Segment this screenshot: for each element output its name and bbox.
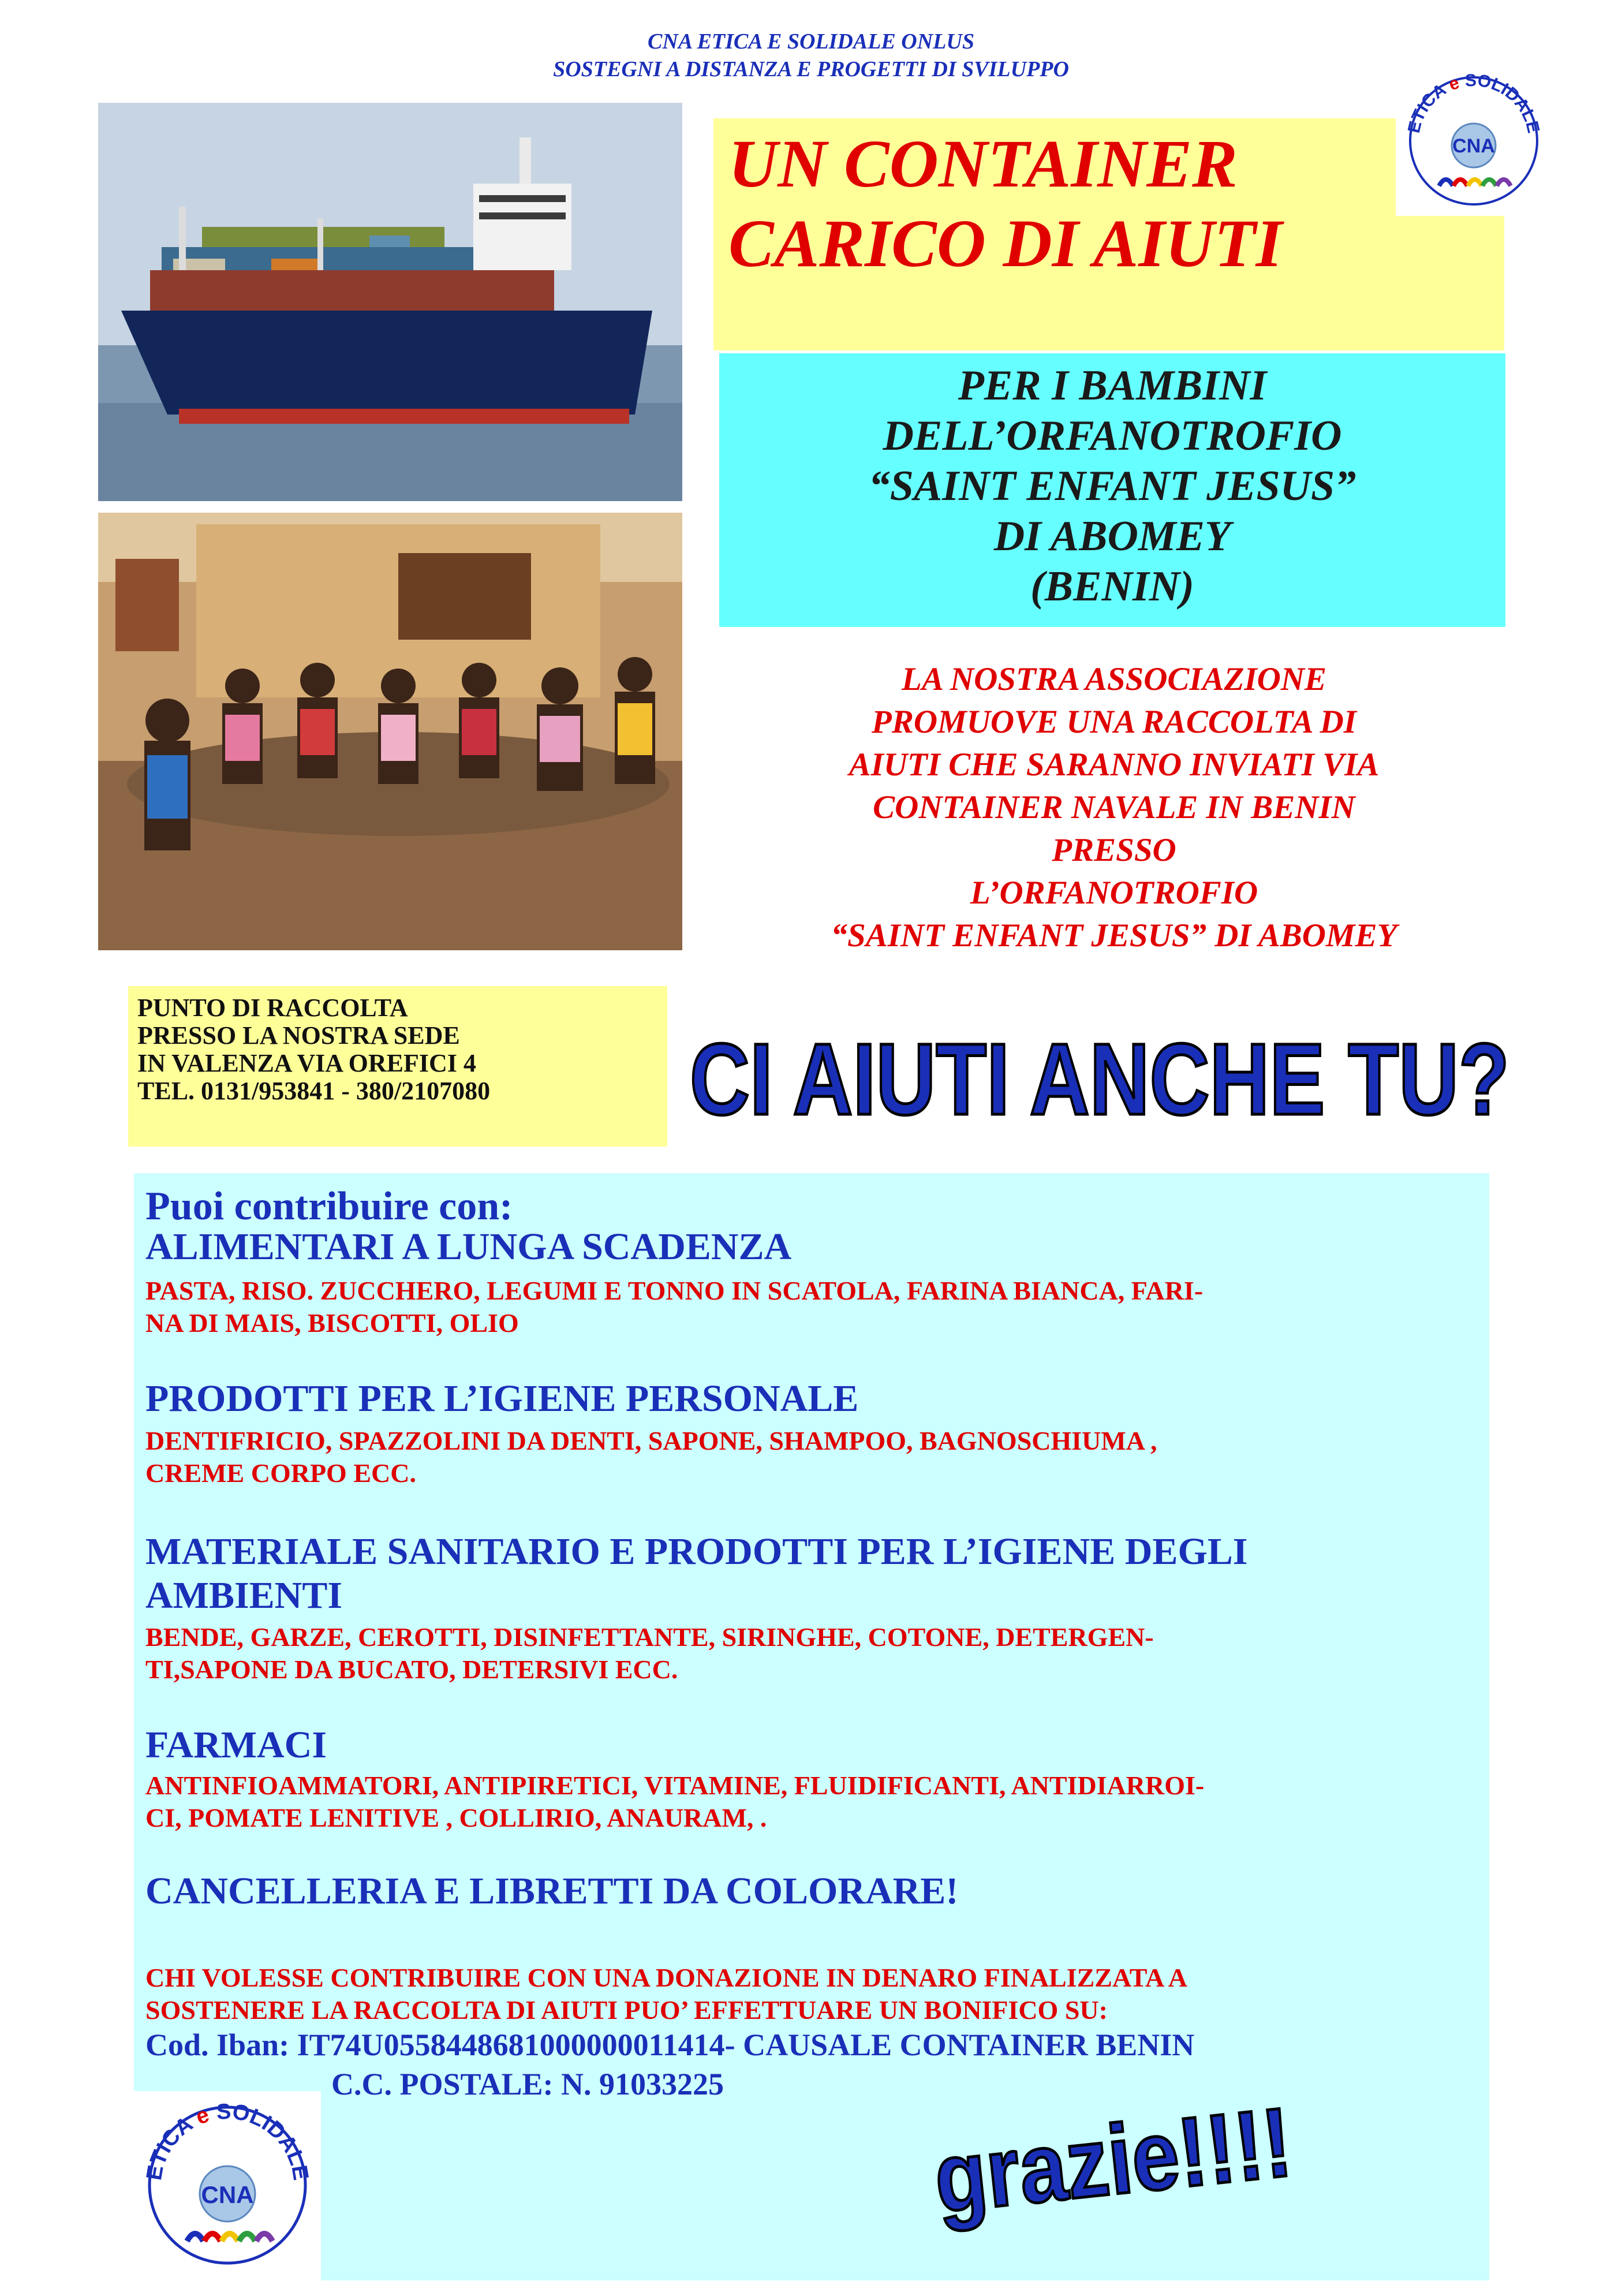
header-subtitle: SOSTEGNI A DISTANZA E PROGETTI DI SVILUPPO xyxy=(553,57,1069,81)
main-title xyxy=(728,124,1283,283)
item-line: CI, POMATE LENITIVE , COLLIRIO, ANAURAM, . xyxy=(145,1803,767,1832)
collection-line: PUNTO DI RACCOLTA xyxy=(137,994,408,1022)
association-line: “SAINT ENFANT JESUS” DI ABOMEY xyxy=(831,917,1397,954)
association-line: L’ORFANOTROFIO xyxy=(970,875,1258,911)
association-line: CONTAINER NAVALE IN BENIN xyxy=(873,789,1355,826)
collection-line: IN VALENZA VIA OREFICI 4 xyxy=(137,1049,476,1077)
category-title-line: AMBIENTI xyxy=(145,1574,343,1616)
contribution-intro: Puoi contribuire con: xyxy=(145,1184,513,1229)
item-line: BENDE, GARZE, CEROTTI, DISINFETTANTE, SIRINGHE, COTONE, DETERGEN- xyxy=(145,1622,1154,1652)
category-title-food: ALIMENTARI A LUNGA SCADENZA xyxy=(145,1226,792,1268)
item-line: PASTA, RISO. ZUCCHERO, LEGUMI E TONNO IN SCATOLA, FARINA BIANCA, FARI- xyxy=(145,1276,1204,1305)
cargo-ship-photo xyxy=(98,103,682,501)
thanks-wordart: grazie!!!! xyxy=(929,2081,1353,2234)
association-line: PRESSO xyxy=(1052,832,1176,868)
iban-line: Cod. Iban: IT74U0558448681000000011414- CAUSALE CONTAINER BENIN xyxy=(145,2028,1195,2062)
category-items-hygiene xyxy=(145,1425,1157,1489)
association-line: AIUTI CHE SARANNO INVIATI VIA xyxy=(849,746,1380,783)
association-line: LA NOSTRA ASSOCIAZIONE xyxy=(902,661,1326,697)
postal-account-line: C.C. POSTALE: N. 91033225 xyxy=(331,2067,724,2101)
beneficiary-line: (BENIN) xyxy=(1030,563,1194,610)
category-items-medical xyxy=(145,1621,1154,1686)
collection-point-text xyxy=(137,994,490,1105)
collection-line: PRESSO LA NOSTRA SEDE xyxy=(137,1021,460,1050)
header-org-name: CNA ETICA E SOLIDALE ONLUS xyxy=(648,29,974,54)
svg-text:CNA: CNA xyxy=(1452,135,1495,157)
category-title-stationery: CANCELLERIA E LIBRETTI DA COLORARE! xyxy=(145,1870,959,1912)
main-title-line2: CARICO DI AIUTI xyxy=(728,206,1283,281)
category-title-drugs: FARMACI xyxy=(145,1724,327,1766)
category-title-medical xyxy=(145,1530,1248,1618)
donation-line: SOSTENERE LA RACCOLTA DI AIUTI PUO’ EFFETTUARE UN BONIFICO SU: xyxy=(145,1995,1108,2025)
cna-etica-solidale-logo-bottom xyxy=(135,2090,320,2275)
main-title-line1: UN CONTAINER xyxy=(728,126,1238,201)
call-to-action xyxy=(670,1005,1530,1146)
beneficiary-text xyxy=(719,361,1505,612)
category-title-hygiene: PRODOTTI PER L’IGIENE PERSONALE xyxy=(145,1377,859,1420)
beneficiary-line: PER I BAMBINI xyxy=(958,362,1267,409)
item-line: CREME CORPO ECC. xyxy=(145,1458,416,1488)
beneficiary-line: DELL’ORFANOTROFIO xyxy=(883,412,1342,460)
logo-text: ETICA e SOLIDALE xyxy=(1404,70,1543,135)
beneficiary-line: DI ABOMEY xyxy=(993,513,1231,560)
category-items-drugs xyxy=(145,1769,1204,1834)
call-to-action-text: CI AIUTI ANCHE TU? xyxy=(690,1023,1509,1136)
header xyxy=(0,28,1622,83)
cna-etica-solidale-logo xyxy=(1396,60,1552,216)
item-line: NA DI MAIS, BISCOTTI, OLIO xyxy=(145,1308,519,1338)
thanks-text xyxy=(912,2081,1353,2234)
donation-text xyxy=(145,1962,1187,2026)
beneficiary-line: “SAINT ENFANT JESUS” xyxy=(868,462,1356,510)
item-line: TI,SAPONE DA BUCATO, DETERSIVI ECC. xyxy=(145,1655,678,1684)
collection-phone: TEL. 0131/953841 - 380/2107080 xyxy=(137,1077,491,1105)
svg-text:CNA: CNA xyxy=(201,2181,254,2208)
logo-text: ETICA e SOLIDALE xyxy=(141,2099,313,2182)
association-line: PROMUOVE UNA RACCOLTA DI xyxy=(872,704,1356,740)
item-line: ANTINFIOAMMATORI, ANTIPIRETICI, VITAMINE, FLUIDIFICANTI, ANTIDIARROI- xyxy=(145,1771,1205,1800)
association-description xyxy=(710,658,1518,957)
category-title-line: MATERIALE SANITARIO E PRODOTTI PER L’IGIENE DEGLI xyxy=(145,1530,1248,1573)
item-line: DENTIFRICIO, SPAZZOLINI DA DENTI, SAPONE, SHAMPOO, BAGNOSCHIUMA , xyxy=(145,1426,1157,1455)
category-items-food xyxy=(145,1275,1203,1339)
donation-line: CHI VOLESSE CONTRIBUIRE CON UNA DONAZIONE IN DENARO FINALIZZATA A xyxy=(145,1963,1187,1992)
orphanage-children-photo xyxy=(98,513,682,950)
